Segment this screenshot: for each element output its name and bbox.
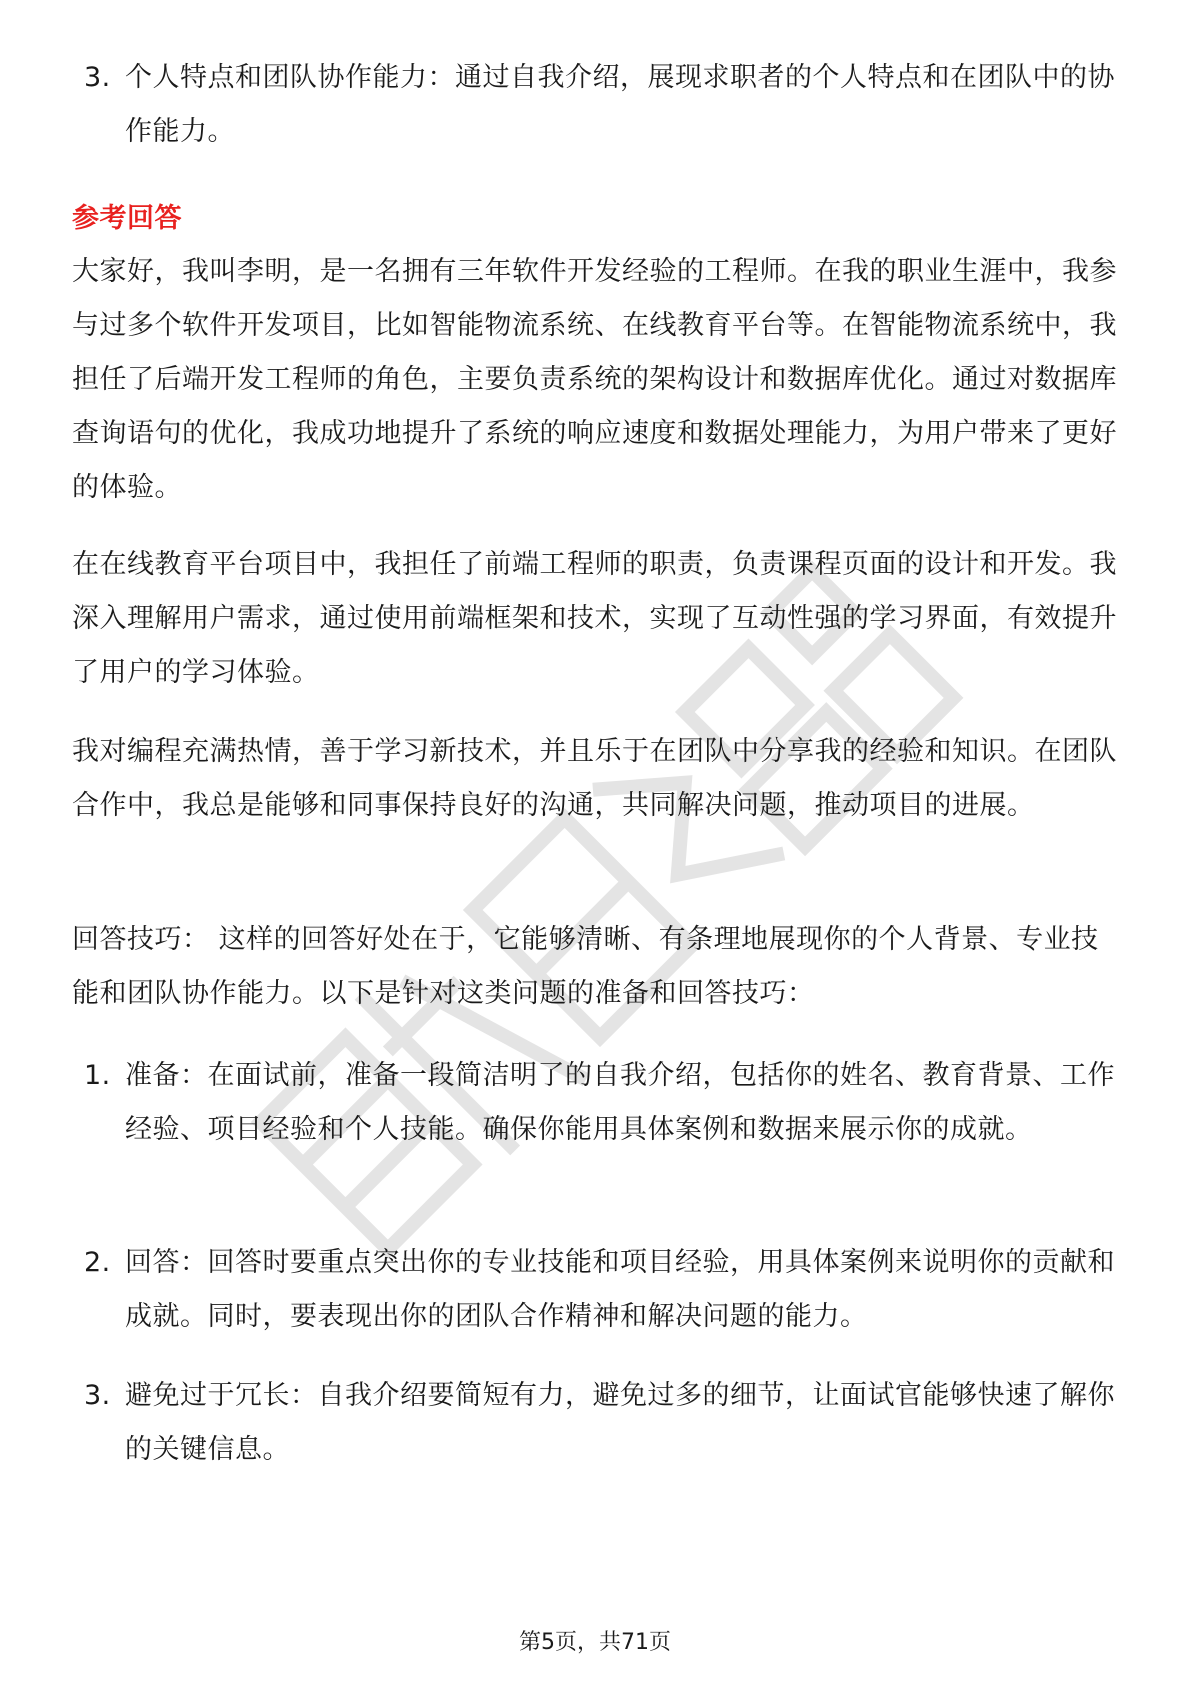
list-text: 回答：回答时要重点突出你的专业技能和项目经验，用具体案例来说明你的贡献和成就。同时，要表现出你的团队合作精神和解决问题的能力。: [125, 1247, 1115, 1332]
list-number: 3.: [84, 62, 111, 93]
list-number: 3.: [84, 1380, 111, 1411]
list-number: 2.: [84, 1247, 111, 1278]
requirement-item-3: [84, 51, 1124, 159]
answer-paragraph-2: 在在线教育平台项目中，我担任了前端工程师的职责，负责课程页面的设计和开发。我深入理解用户需求，通过使用前端框架和技术，实现了互动性强的学习界面，有效提升了用户的学习体验。: [72, 549, 1117, 688]
list-text: 个人特点和团队协作能力：通过自我介绍，展现求职者的个人特点和在团队中的协作能力。: [125, 62, 1115, 147]
tip-item-3: [84, 1369, 1124, 1477]
list-number: 1.: [84, 1060, 111, 1091]
page-footer: 第5页，共71页: [519, 1630, 671, 1655]
tip-item-1: [84, 1049, 1124, 1157]
tips-intro: 回答技巧： 这样的回答好处在于，它能够清晰、有条理地展现你的个人背景、专业技能和团队协作能力。以下是针对这类问题的准备和回答技巧：: [72, 924, 1099, 1009]
answer-paragraph-3: 我对编程充满热情，善于学习新技术，并且乐于在团队中分享我的经验和知识。在团队合作中，我总是能够和同事保持良好的沟通，共同解决问题，推动项目的进展。: [72, 736, 1117, 821]
answer-paragraph-1: 大家好，我叫李明，是一名拥有三年软件开发经验的工程师。在我的职业生涯中，我参与过多个软件开发项目，比如智能物流系统、在线教育平台等。在智能物流系统中，我担任了后端开发工程师的角色，主要负责系统的架构设计和数据库优化。通过对数据库查询语句的优化，我成功地提升了系统的响应速度和数据处理能力，为用户带来了更好的体验。: [72, 256, 1117, 503]
tip-item-2: [84, 1236, 1124, 1344]
list-text: 准备：在面试前，准备一段简洁明了的自我介绍，包括你的姓名、教育背景、工作经验、项目经验和个人技能。确保你能用具体案例和数据来展示你的成就。: [125, 1060, 1115, 1145]
section-heading-reference-answer: 参考回答: [72, 203, 182, 234]
list-text: 避免过于冗长：自我介绍要简短有力，避免过多的细节，让面试官能够快速了解你的关键信息。: [125, 1380, 1115, 1465]
